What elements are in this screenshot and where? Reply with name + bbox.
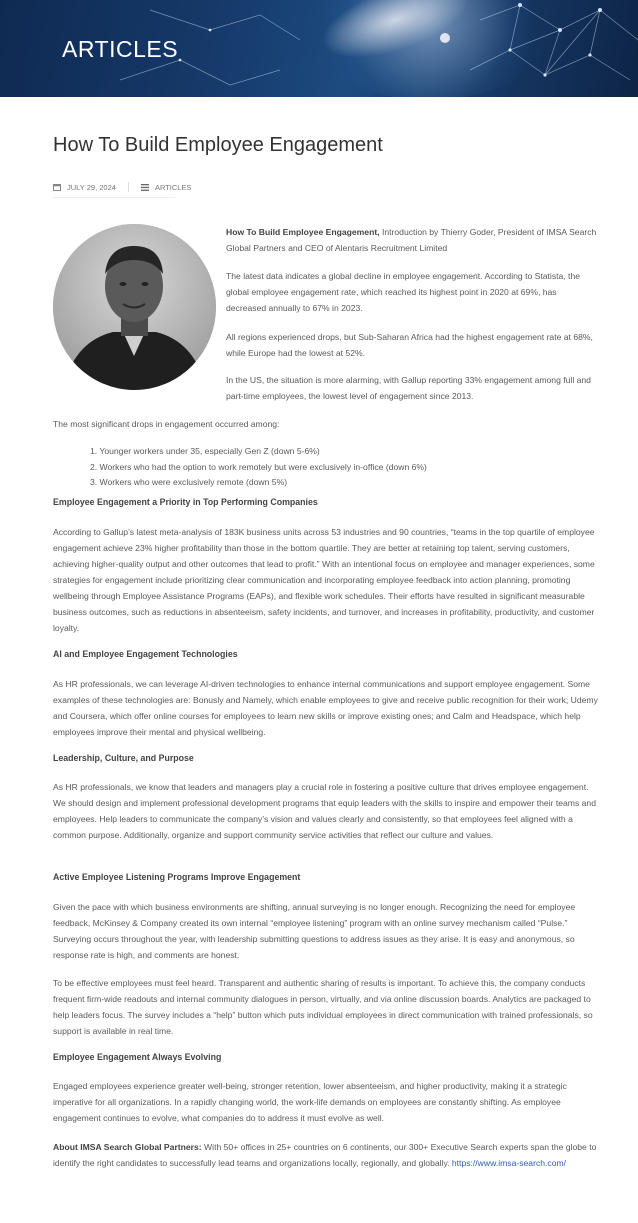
list-item: 2. Workers who had the option to work remotely but were exclusively in-office (down 6%) [90,461,427,472]
meta-divider [128,182,129,192]
menu-icon [141,184,149,191]
meta-underline [53,197,175,198]
paragraph-statista: The latest data indicates a global decline in employee engagement. According to Statista, the global employee engagement rate, which reached its highest point in 2020 at 69%, has decreased annually to 67% in 2023. [226,271,581,313]
article-date: JULY 29, 2024 [67,182,116,192]
paragraph-us: In the US, the situation is more alarming, with Gallup reporting 33% engagement among full and part-time employees, the lowest level of engagement since 2013. [226,375,591,401]
article-meta [53,182,191,192]
section-heading-ai: AI and Employee Engagement Technologies [53,649,238,659]
intro-text: Introduction by Thierry Goder, President of IMSA Search Global Partners and CEO of Alentaris Recruitment Limited [226,227,597,253]
article-category-link[interactable]: ARTICLES [154,182,192,192]
author-photo [53,224,216,390]
paragraph-heard: To be effective employees must feel heard. Transparent and authentic sharing of results is important. To achieve this, the company conducts frequent firm-wide readouts and internal community dialogues in person, virtually, and via online discussion boards. Analytics are packaged to help leaders focus. The survey includes a “help” button which puts individual employees in direct communication with trained professionals, so support is available in real time. [53,978,593,1036]
article-title: How To Build Employee Engagement [53,134,383,156]
about-paragraph [53,1139,598,1171]
paragraph-listening: Given the pace with which business environments are shifting, annual surveying is no longer enough. Recognizing the need for employee feedback, McKinsey & Company created its own internal “employee listening” program with an online survey mechanism called “Pulse.” Surveying occurs throughout the year, with leadership submitting questions to address issues as they arise. It is easy and anonymous, so response rate is high, and comments are honest. [53,902,576,960]
list-item: 3. Workers who were exclusively remote (down 5%) [90,477,288,487]
section-heading-leadership: Leadership, Culture, and Purpose [53,753,194,763]
hero-title: ARTICLES [62,36,179,62]
about-text: With 50+ offices in 25+ countries on 6 continents, our 300+ Executive Search experts span the globe to identify the right candidates to successfully lead teams and organizations locally, regionally, and globally. [53,1142,597,1168]
paragraph-ai: As HR professionals, we can leverage AI-driven technologies to enhance internal communications and support employee engagement. Some examples of these technologies are: Bonusly and Namely, which enable employees to give and receive public recognition for their work; Udemy and Coursera, which offer online courses for employees to learn new skills or improve existing ones; and Calm and Headspace, which help employees improve their mental and physical wellbeing. [53,679,598,737]
about-bold: About IMSA Search Global Partners: [53,1142,202,1152]
paragraph-gallup: According to Gallup’s latest meta-analysis of 183K business units across 53 industries and 90 countries, “teams in the top quartile of employee engagement achieve 23% higher profitability than those in the bottom quartile. They are better at retaining top talent, serving customers, achieving higher-quality output and other outcomes that lead to profit.” With an intentional focus on employee and manager experiences, some strategies for engagement include prioritizing clear communication and incorporating employee feedback into action planning, promoting wellbeing through Employee Assistance Programs (EAPs), and flexible work schedules. Their efforts have resulted in significant measurable business outcomes, such as reductions in absenteeism, safety incidents, and turnover, and increases in profitability, productivity, and customer loyalty. [53,527,595,633]
paragraph-drops-intro: The most significant drops in engagement occurred among: [53,419,280,429]
drops-list [90,444,427,491]
section-heading-evolving: Employee Engagement Always Evolving [53,1052,222,1062]
calendar-icon [53,183,61,191]
hero-banner [0,0,638,97]
intro-bold: How To Build Employee Engagement, [226,227,380,237]
paragraph-leadership: As HR professionals, we know that leaders and managers play a crucial role in fostering a positive culture that drives employee engagement. We should design and implement professional development programs that equip leaders with the skills to inspire and empower their teams and employees. Help leaders to communicate the company’s vision and values clearly and consistently, so that employees feel aligned with a common purpose. Additionally, organize and support community service activities that reflect our culture and values. [53,782,596,840]
section-heading-listening: Active Employee Listening Programs Improve Engagement [53,872,301,882]
list-item: 1. Younger workers under 35, especially Gen Z (down 5-6%) [90,446,320,456]
section-heading-priority: Employee Engagement a Priority in Top Performing Companies [53,497,318,507]
intro-paragraph [226,224,598,256]
imsa-website-link[interactable]: https://www.imsa-search.com/ [451,1158,567,1168]
paragraph-regions: All regions experienced drops, but Sub-Saharan Africa had the highest engagement rate at 68%, while Europe had the lowest at 52%. [226,332,593,358]
paragraph-evolving: Engaged employees experience greater well-being, stronger retention, lower absenteeism, and higher productivity, making it a strategic imperative for all organizations. In a rapidly changing world, the work-life demands on employees are constantly shifting. As employee engagement continues to evolve, what companies do to address it must evolve as well. [53,1081,567,1123]
